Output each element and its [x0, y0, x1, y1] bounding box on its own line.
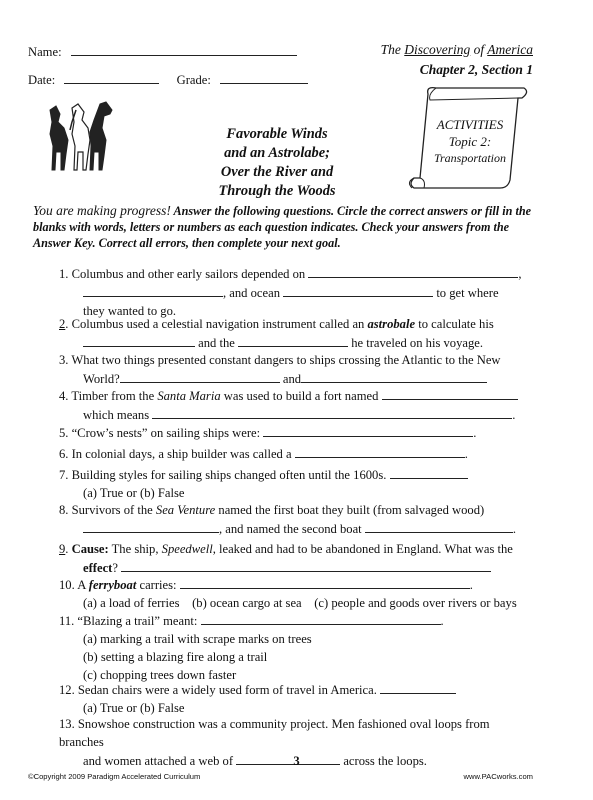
- question-4: 4. Timber from the Santa Maria was used to build a fort named which means .: [59, 386, 529, 424]
- answer-blank[interactable]: [238, 333, 348, 347]
- answer-blank[interactable]: [83, 283, 223, 297]
- answer-blank[interactable]: [380, 680, 456, 694]
- question-10: 10. A ferryboat carries: . (a) a load of ferries (b) ocean cargo at sea (c) people and goods over rivers or bays: [59, 575, 529, 612]
- answer-blank[interactable]: [301, 369, 487, 383]
- question-11: 11. “Blazing a trail” meant: . (a) marking a trail with scrape marks on trees (b) setting a blazing fire along a trail (c) chopping trees down faster: [59, 611, 529, 684]
- answer-blank[interactable]: [180, 575, 470, 589]
- answer-blank[interactable]: [83, 519, 219, 533]
- question-3: 3. What two things presented constant dangers to ships crossing the Atlantic to the New World? and: [59, 353, 501, 386]
- answer-blank[interactable]: [283, 283, 433, 297]
- answer-blank[interactable]: [201, 611, 441, 625]
- answer-blank[interactable]: [83, 333, 195, 347]
- question-2: 2. Columbus used a celestial navigation instrument called an astrobale to calculate his and the he traveled on his voyage.: [59, 317, 494, 350]
- grade-label: Grade:: [176, 73, 211, 87]
- answer-blank[interactable]: [152, 405, 512, 419]
- question-5: 5. “Crow’s nests” on sailing ships were: .: [59, 423, 529, 442]
- activities-scroll: ACTIVITIES Topic 2: Transportation: [433, 117, 507, 165]
- grade-blank[interactable]: [220, 70, 308, 84]
- answer-blank[interactable]: [120, 369, 280, 383]
- question-12: 12. Sedan chairs were a widely used form of travel in America. (a) True or (b) False: [59, 680, 529, 717]
- copyright-notice: ©Copyright 2009 Paradigm Accelerated Curriculum: [28, 772, 201, 781]
- horses-illustration: [42, 100, 120, 172]
- date-label: Date:: [28, 73, 56, 87]
- answer-blank[interactable]: [308, 264, 518, 278]
- answer-blank[interactable]: [295, 444, 465, 458]
- chapter-label: Chapter 2, Section 1: [419, 62, 533, 77]
- question-1: 1. Columbus and other early sailors depended on , , and ocean to get where they wanted to go.: [59, 264, 529, 320]
- name-field-row: [28, 42, 297, 61]
- answer-blank[interactable]: [390, 465, 468, 479]
- date-field-row: [28, 70, 308, 89]
- question-8: 8. Survivors of the Sea Venture named the first boat they built (from salvaged wood) , and named the second boat .: [59, 503, 516, 536]
- answer-blank[interactable]: [121, 558, 491, 572]
- intro-paragraph: You are making progress! Answer the following questions. Circle the correct answers or fill in the blanks with words, letters or numbers as each question indicates. Check your answers from the Answer Key. Correct all errors, then complete your next goal.: [33, 203, 532, 250]
- question-7: 7. Building styles for sailing ships changed often until the 1600s. (a) True or (b) False: [59, 465, 529, 502]
- page-number: 3: [293, 754, 300, 768]
- answer-blank[interactable]: [382, 386, 518, 400]
- question-13: 13. Snowshoe construction was a community project. Men fashioned oval loops from branches and women attached a web of across the loops.: [59, 717, 490, 768]
- name-blank[interactable]: [71, 42, 297, 56]
- date-blank[interactable]: [64, 70, 159, 84]
- answer-blank[interactable]: [365, 519, 513, 533]
- answer-blank[interactable]: [263, 423, 473, 437]
- lesson-title: Favorable Winds and an Astrolabe; Over the River and Through the Woods: [218, 126, 336, 199]
- name-label: Name:: [28, 45, 62, 59]
- website-url: www.PACworks.com: [463, 772, 533, 781]
- book-title: The Discovering of America: [380, 42, 533, 57]
- question-6: 6. In colonial days, a ship builder was called a .: [59, 444, 529, 463]
- question-9: 9. Cause: The ship, Speedwell, leaked and had to be abandoned in England. What was the effect?: [59, 542, 513, 575]
